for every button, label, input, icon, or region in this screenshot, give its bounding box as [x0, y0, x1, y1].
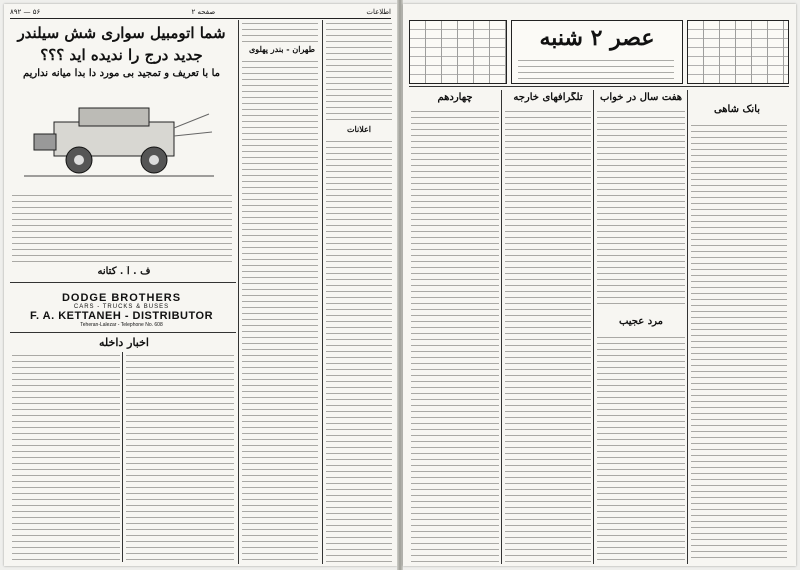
dodge-distributor: F. A. KETTANEH - DISTRIBUTOR [29, 310, 214, 322]
column-rule [238, 20, 239, 564]
subscription-box [687, 20, 789, 84]
column-rule [687, 90, 688, 564]
col3-text [326, 138, 392, 562]
col3-top-text [326, 20, 392, 120]
right-col-3-text [597, 108, 685, 308]
dodge-brothers-ad [8, 292, 235, 328]
domestic-news-heading: اخبار داخله [99, 336, 149, 349]
headline-strange-man: مرد عجیب [618, 316, 664, 327]
folio-paper-name: اطلاعات [366, 8, 391, 16]
car-ad-line-1: شما اتومبیل سواری شش سیلندر [17, 24, 226, 42]
masthead-subinfo [518, 57, 674, 79]
headline-announcements: اعلانات [347, 124, 371, 134]
dealer-signature: ف . آ . کتانه [97, 266, 151, 277]
headline-foreign-telegrams: تلگرافهای خارجه [513, 92, 583, 103]
headline-bank-shahi: بانک شاهی [713, 104, 761, 115]
left-page-folio [10, 6, 391, 19]
domestic-news-col-a [12, 352, 120, 562]
masthead [511, 20, 683, 84]
folio-page: صفحه ۲ [191, 8, 216, 16]
car-ad-line-3: ما با تعریف و تمجید بی مورد دا بدا میانه نداریم [22, 68, 221, 79]
right-col-3b-text [597, 334, 685, 562]
col2-top-text [242, 20, 318, 42]
column-rule [501, 90, 502, 564]
dodge-subtitle: CARS - TRUCKS & BUSES [73, 304, 170, 310]
col2-text [242, 58, 318, 562]
right-col-4-text [691, 122, 787, 562]
column-rule [122, 352, 123, 562]
headline-tehran-pahlavi: طهران - بندر پهلوی [249, 44, 315, 54]
headline-fourteenth: چهاردهم [437, 92, 473, 103]
left-page [4, 4, 397, 566]
dodge-address: Teheran-Lalezar - Telephone No. 608 [80, 322, 163, 328]
car-illustration [24, 104, 214, 184]
masthead-title: عصر ۲ شنبه [539, 25, 655, 51]
folio-number: ۸۹۲ — ۵۶ [10, 8, 41, 16]
headline-seven-years-asleep: هفت سال در خواب [599, 92, 683, 103]
ad-divider [10, 282, 236, 283]
dodge-brand: DODGE BROTHERS [61, 292, 182, 304]
right-col-1-text [411, 108, 499, 562]
domestic-news-col-b [126, 352, 234, 562]
column-rule [322, 20, 323, 564]
right-col-2-text [505, 108, 591, 562]
right-page [403, 4, 796, 566]
car-ad-line-2: جدید درج را ندیده اید ؟؟؟ [40, 46, 203, 64]
market-table [409, 20, 507, 84]
ad-divider-2 [10, 332, 236, 333]
column-rule [593, 90, 594, 564]
masthead-rule [409, 86, 789, 87]
car-ad-body-text [12, 192, 232, 264]
